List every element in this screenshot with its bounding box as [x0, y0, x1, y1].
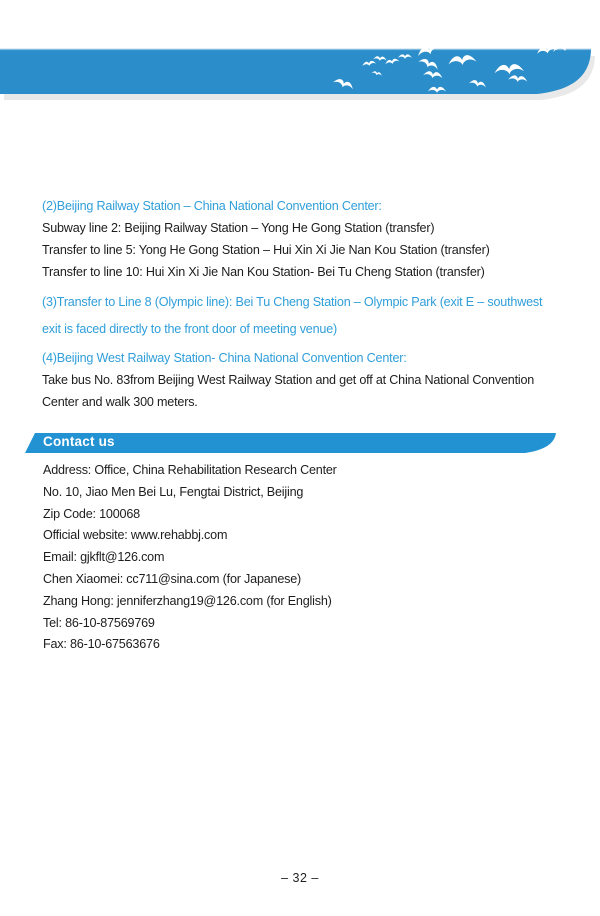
contact-zip-line: Zip Code: 100068: [43, 506, 140, 521]
route-4-line: Center and walk 300 meters.: [42, 395, 198, 409]
contact-details: [43, 460, 600, 656]
page-number: – 32 –: [281, 871, 319, 885]
route-4-heading: (4)Beijing West Railway Station- China National Convention Center:: [42, 351, 407, 365]
header-banner: [0, 0, 600, 110]
contact-website-line: Official website: www.rehabbj.com: [43, 528, 228, 543]
route-3-line: (3)Transfer to Line 8 (Olympic line): Bei Tu Cheng Station – Olympic Park (exit E – southwest: [42, 295, 543, 309]
route-4-line: Take bus No. 83from Beijing West Railway Station and get off at China National Convention: [42, 373, 535, 387]
contact-email-line: Email: gjkflt@126.com: [43, 550, 165, 565]
route-2-line: Transfer to line 10: Hui Xin Xi Jie Nan Kou Station- Bei Tu Cheng Station (transfer): [42, 265, 485, 279]
contact-fax-line: Fax: 86-10-67563676: [43, 637, 160, 652]
route-3-line: exit is faced directly to the front door of meeting venue): [42, 322, 338, 336]
contact-section-header: [0, 430, 600, 456]
contact-person-line: Zhang Hong: jenniferzhang19@126.com (for English): [43, 593, 332, 608]
contact-header-label: Contact us: [43, 434, 115, 449]
route-2-heading: (2)Beijing Railway Station – China National Convention Center:: [42, 199, 382, 213]
directions-section: [42, 195, 600, 413]
contact-address-line: No. 10, Jiao Men Bei Lu, Fengtai District, Beijing: [43, 484, 304, 499]
banner-shape: [0, 50, 591, 94]
route-2-line: Transfer to line 5: Yong He Gong Station – Hui Xin Xi Jie Nan Kou Station (transfer): [42, 243, 490, 257]
contact-person-line: Chen Xiaomei: cc711@sina.com (for Japanese): [43, 571, 302, 586]
route-3-paragraph: [42, 289, 600, 343]
contact-tel-line: Tel: 86-10-87569769: [43, 615, 155, 630]
route-2-line: Subway line 2: Beijing Railway Station – Yong He Gong Station (transfer): [42, 221, 435, 235]
contact-address-line: Address: Office, China Rehabilitation Research Center: [43, 463, 337, 477]
